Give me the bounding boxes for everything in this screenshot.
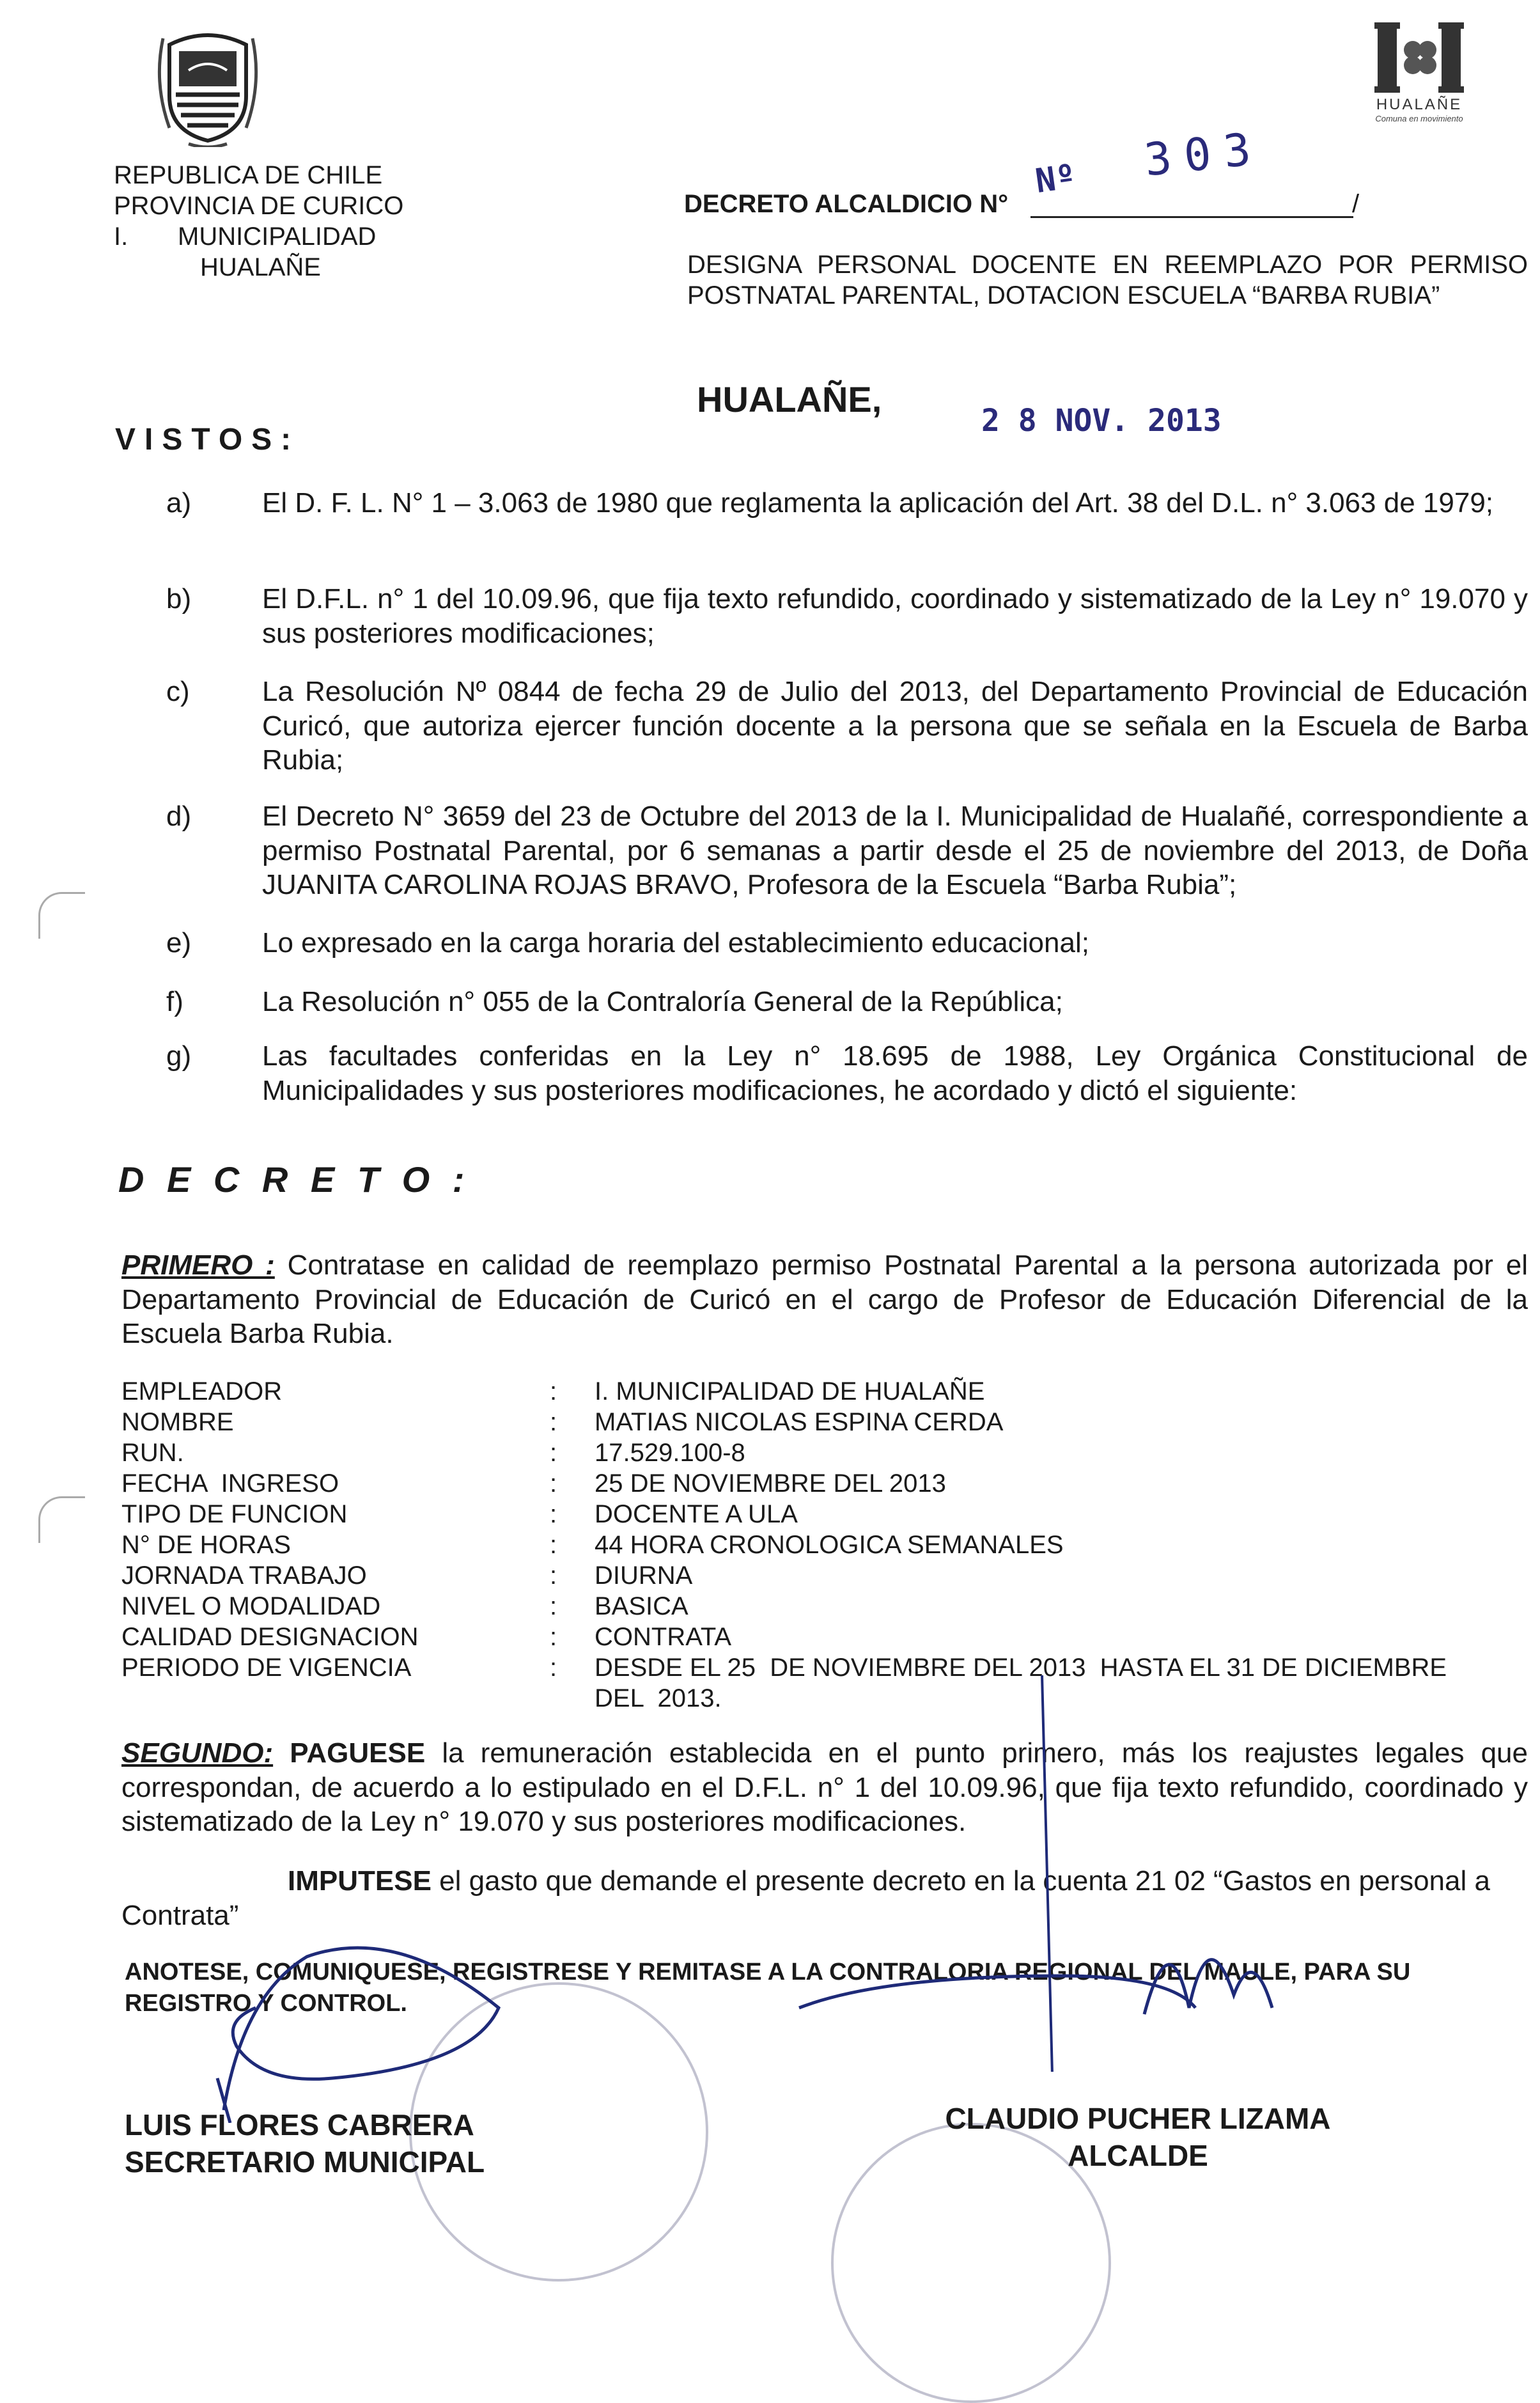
segundo-text: la remuneración establecida en el punto primero, más los reajustes legales que correspondan, de acuerdo a lo estipulado en el D.F.L. n° 1 del 10.09.96, que fija texto refundido, coordinado y sistematizado de la Ley n° 19.070 y sus posteriores modificaciones.	[121, 1737, 1528, 1838]
place-label: HUALAÑE,	[697, 379, 882, 419]
field-value: CONTRATA	[595, 1623, 732, 1651]
field-value: DOCENTE A ULA	[595, 1500, 798, 1528]
decree-number-prefix: Nº	[1033, 157, 1078, 201]
list-item-letter: a)	[166, 487, 192, 519]
field-label: RUN.	[121, 1439, 184, 1467]
field-label: FECHA INGRESO	[121, 1469, 339, 1498]
field-label: PERIODO DE VIGENCIA	[121, 1654, 412, 1682]
segundo-bold: PAGUESE	[290, 1737, 426, 1769]
issuer-block	[114, 160, 472, 283]
list-item	[166, 675, 1528, 778]
field-separator: :	[550, 1408, 557, 1436]
hualane-h-icon	[1371, 19, 1467, 96]
field-value: DIURNA	[595, 1562, 693, 1590]
list-item-letter: g)	[166, 1040, 192, 1072]
field-separator: :	[550, 1654, 557, 1682]
field-value: DESDE EL 25 DE NOVIEMBRE DEL 2013 HASTA EL 31 DE DICIEMBRE DEL 2013.	[595, 1654, 1454, 1712]
list-item	[166, 486, 1528, 521]
field-label: EMPLEADOR	[121, 1377, 283, 1405]
signature-left-block	[125, 2107, 485, 2180]
decree-label: DECRETO ALCALDICIO N°	[684, 190, 1009, 218]
field-label: JORNADA TRABAJO	[121, 1562, 367, 1590]
hualane-logo	[1355, 19, 1483, 147]
list-item	[166, 799, 1528, 902]
issuer-country: REPUBLICA DE CHILE	[114, 161, 383, 189]
field-label: NIVEL O MODALIDAD	[121, 1592, 381, 1620]
handwritten-signature-right	[786, 1675, 1362, 2072]
imputese-bold: IMPUTESE	[288, 1865, 432, 1897]
field-label: TIPO DE FUNCION	[121, 1500, 348, 1528]
primero-text: Contratase en calidad de reemplazo permiso Postnatal Parental a la persona autorizada por el Departamento Provincial de Educación de Curicó en el cargo de Profesor de Educación Diferencial de la Escuela Barba Rubia.	[121, 1249, 1528, 1350]
date-stamp: 2 8 NOV. 2013	[981, 403, 1222, 439]
field-label: N° DE HORAS	[121, 1531, 291, 1559]
list-item	[166, 582, 1528, 650]
field-separator: :	[550, 1469, 557, 1498]
vistos-heading: VISTOS:	[115, 423, 300, 457]
secretary-name: LUIS FLORES CABRERA	[125, 2108, 474, 2141]
field-value: 44 HORA CRONOLOGICA SEMANALES	[595, 1531, 1064, 1559]
list-item	[166, 985, 1528, 1019]
decree-slash: /	[1352, 190, 1360, 218]
list-item-text: El D. F. L. N° 1 – 3.063 de 1980 que reglamenta la aplicación del Art. 38 del D.L. n° 3.063 de 1979;	[262, 487, 1494, 519]
list-item-letter: c)	[166, 676, 190, 707]
field-value: I. MUNICIPALIDAD DE HUALAÑE	[595, 1377, 985, 1405]
decree-number-underline	[1031, 216, 1353, 218]
signature-right-block	[930, 2101, 1346, 2174]
list-item-text: Las facultades conferidas en la Ley n° 18.695 de 1988, Ley Orgánica Constitucional de Municipalidades y sus posteriores modificaciones, he acordado y dictó el siguiente:	[262, 1040, 1528, 1106]
list-item-letter: e)	[166, 927, 192, 959]
field-separator: :	[550, 1531, 557, 1559]
list-item-text: Lo expresado en la carga horaria del establecimiento educacional;	[262, 927, 1089, 959]
issuer-town: HUALAÑE	[200, 253, 321, 281]
logo-text: HUALAÑE	[1376, 96, 1463, 113]
list-item-text: El D.F.L. n° 1 del 10.09.96, que fija texto refundido, coordinado y sistematizado de la Ley n° 19.070 y sus posteriores modificaciones;	[262, 583, 1528, 649]
field-label: NOMBRE	[121, 1408, 234, 1436]
list-item	[166, 1039, 1528, 1108]
list-item-text: La Resolución Nº 0844 de fecha 29 de Julio del 2013, del Departamento Provincial de Educación Curicó, que autoriza ejercer función docente a la persona que se señala en la Escuela de Barba Rubia;	[262, 676, 1528, 776]
logo-tagline: Comuna en movimiento	[1375, 114, 1463, 123]
mayor-title: ALCALDE	[1068, 2138, 1208, 2172]
list-item-letter: f)	[166, 986, 183, 1017]
segundo-label: SEGUNDO:	[121, 1737, 274, 1769]
closing-statement: ANOTESE, COMUNIQUESE, REGISTRESE Y REMITASE A LA CONTRALORIA REGIONAL DEL MAULE, PARA SU REGISTRO Y CONTROL.	[125, 1959, 1411, 2017]
field-separator: :	[550, 1623, 557, 1651]
decreto-heading: D E C R E T O :	[118, 1159, 471, 1200]
primero-paragraph	[121, 1248, 1528, 1351]
issuer-province: PROVINCIA DE CURICO	[114, 192, 404, 220]
field-separator: :	[550, 1500, 557, 1528]
issuer-municipality: I. MUNICIPALIDAD	[114, 223, 377, 251]
primero-label: PRIMERO :	[121, 1249, 275, 1281]
field-value: 17.529.100-8	[595, 1439, 745, 1467]
field-separator: :	[550, 1592, 557, 1620]
list-item-text: La Resolución n° 055 de la Contraloría General de la República;	[262, 986, 1063, 1017]
field-separator: :	[550, 1439, 557, 1467]
field-value: 25 DE NOVIEMBRE DEL 2013	[595, 1469, 946, 1498]
imputese-text: el gasto que demande el presente decreto en la cuenta 21 02 “Gastos en personal a Contrata”	[121, 1865, 1490, 1931]
field-separator: :	[550, 1562, 557, 1590]
mayor-name: CLAUDIO PUCHER LIZAMA	[945, 2102, 1331, 2135]
list-item-letter: b)	[166, 583, 192, 614]
binder-hole-mark	[38, 1496, 85, 1543]
coat-of-arms-logo	[144, 19, 272, 147]
secretary-title: SECRETARIO MUNICIPAL	[125, 2145, 485, 2179]
list-item-text: El Decreto N° 3659 del 23 de Octubre del 2013 de la I. Municipalidad de Hualañé, correspondiente a permiso Postnatal Parental, por 6 semanas a partir desde el 25 de noviembre del 2013, de Doña JUANITA CAROLINA ROJAS BRAVO, Profesora de la Escuela “Barba Rubia”;	[262, 801, 1528, 901]
field-value: MATIAS NICOLAS ESPINA CERDA	[595, 1408, 1004, 1436]
decree-subject: DESIGNA PERSONAL DOCENTE EN REEMPLAZO POR PERMISO POSTNATAL PARENTAL, DOTACION ESCUELA “BARBA RUBIA”	[687, 251, 1528, 309]
field-separator: :	[550, 1377, 557, 1405]
list-item	[166, 926, 1528, 960]
decree-number: 303	[1142, 121, 1266, 187]
binder-hole-mark	[38, 892, 85, 939]
field-label: CALIDAD DESIGNACION	[121, 1623, 419, 1651]
handwritten-signature-left	[141, 1918, 588, 2123]
field-value: BASICA	[595, 1592, 688, 1620]
list-item-letter: d)	[166, 801, 192, 832]
